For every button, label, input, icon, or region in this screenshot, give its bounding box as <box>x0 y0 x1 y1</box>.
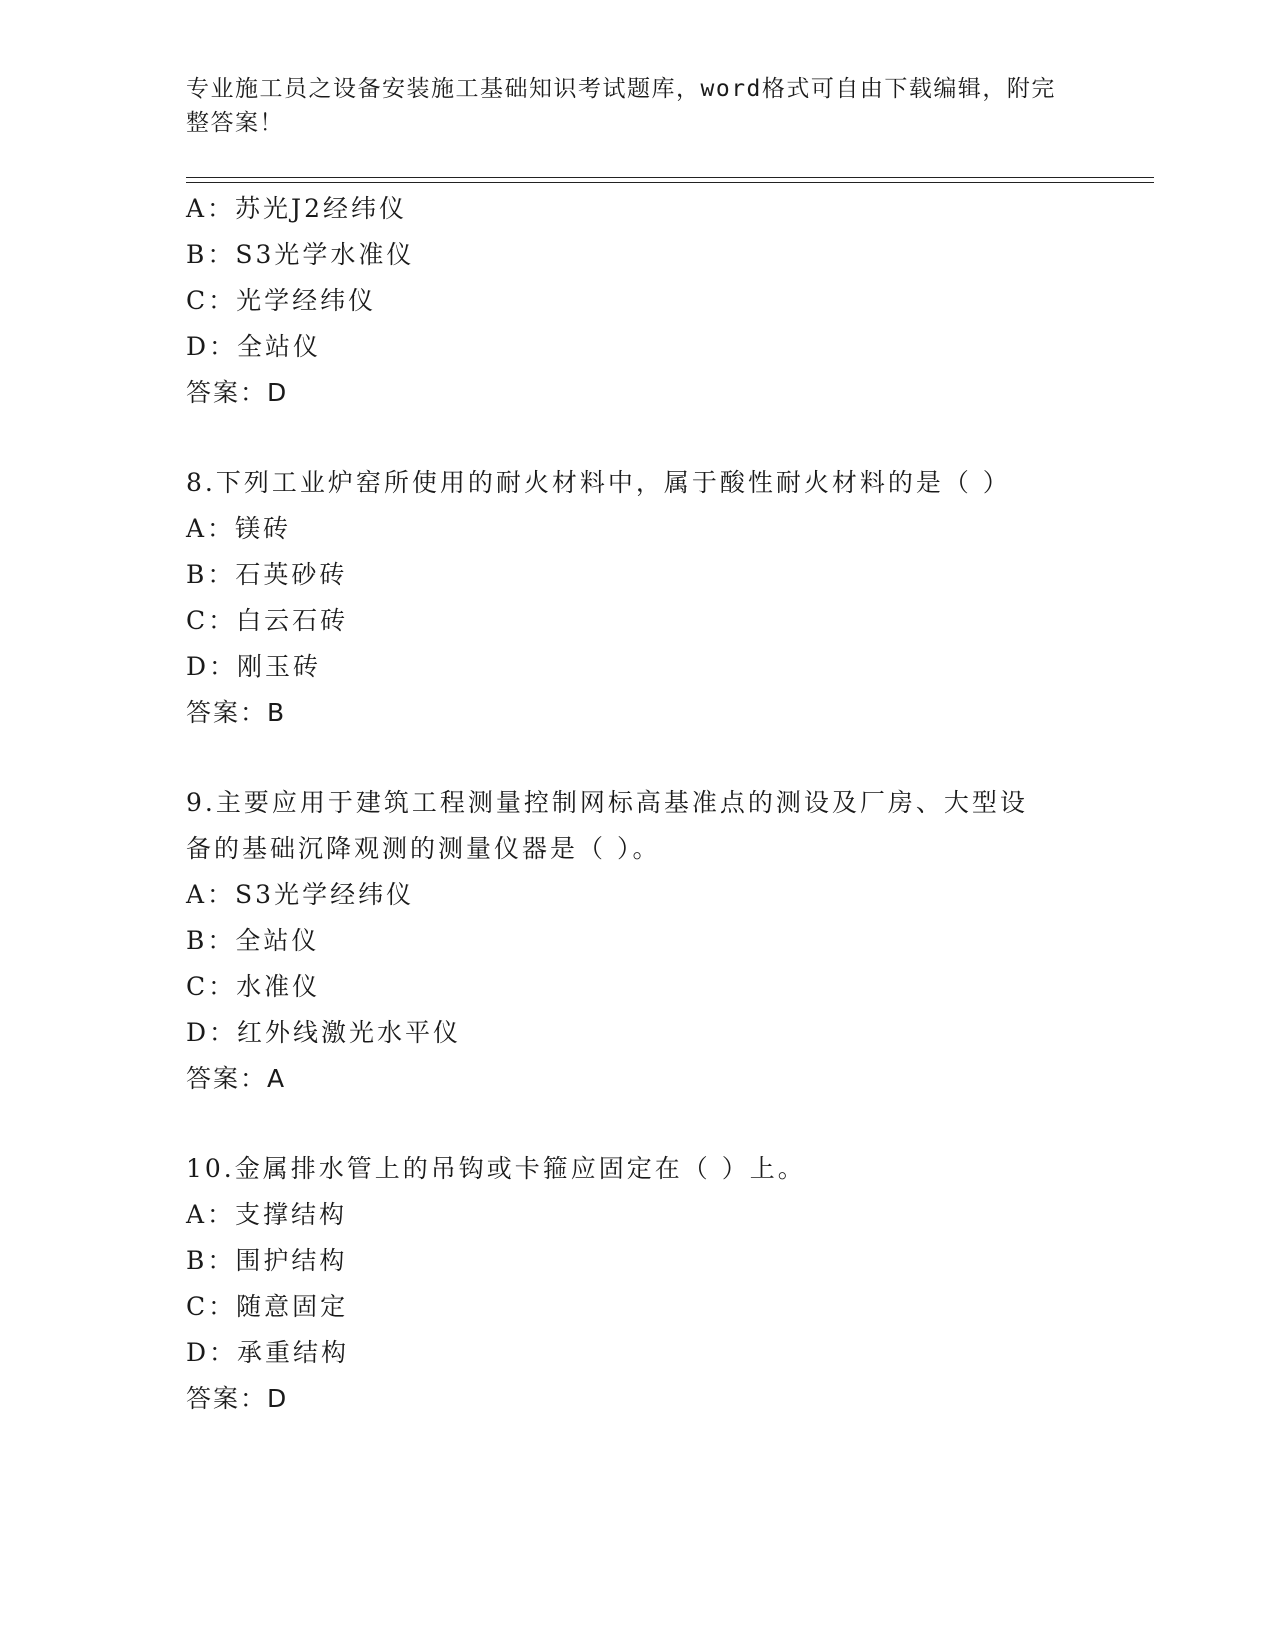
question-7-continued <box>186 186 1086 416</box>
option-d: D：红外线激光水平仪 <box>186 1018 462 1047</box>
answer-line: 答案：A <box>186 1064 287 1093</box>
option-a: A：镁砖 <box>186 514 292 543</box>
option-c: C：光学经纬仪 <box>186 286 377 315</box>
answer-line: 答案：B <box>186 698 287 727</box>
option-b: B：S3光学水准仪 <box>186 240 415 269</box>
header-divider-bottom <box>186 182 1154 183</box>
header-divider-top <box>186 177 1154 178</box>
question-list <box>186 186 1086 1422</box>
option-a: A：支撑结构 <box>186 1200 348 1229</box>
option-b: B：全站仪 <box>186 926 320 955</box>
answer-line: 答案：D <box>186 1384 289 1413</box>
question-8 <box>186 460 1086 736</box>
question-stem: 8.下列工业炉窑所使用的耐火材料中，属于酸性耐火材料的是（ ） <box>186 468 1011 497</box>
option-d: D：全站仪 <box>186 332 322 361</box>
option-d: D：刚玉砖 <box>186 652 322 681</box>
option-c: C：水准仪 <box>186 972 321 1001</box>
option-a: A：苏光J2经纬仪 <box>186 194 407 223</box>
header-title-line-1: 专业施工员之设备安装施工基础知识考试题库，word格式可自由下载编辑，附完 <box>186 76 1056 102</box>
question-stem-line-2: 备的基础沉降观测的测量仪器是（ ）。 <box>186 834 661 863</box>
question-10 <box>186 1146 1086 1422</box>
option-b: B：石英砂砖 <box>186 560 348 589</box>
option-d: D：承重结构 <box>186 1338 350 1367</box>
question-9 <box>186 780 1086 1102</box>
question-stem: 10.金属排水管上的吊钩或卡箍应固定在（ ）上。 <box>186 1154 806 1183</box>
option-a: A：S3光学经纬仪 <box>186 880 415 909</box>
document-header <box>186 72 1066 140</box>
question-stem-line-1: 9.主要应用于建筑工程测量控制网标高基准点的测设及厂房、大型设 <box>186 788 1028 817</box>
header-title-line-2: 整答案！ <box>186 110 284 136</box>
option-c: C：随意固定 <box>186 1292 349 1321</box>
answer-line: 答案：D <box>186 378 289 407</box>
option-c: C：白云石砖 <box>186 606 349 635</box>
option-b: B：围护结构 <box>186 1246 348 1275</box>
